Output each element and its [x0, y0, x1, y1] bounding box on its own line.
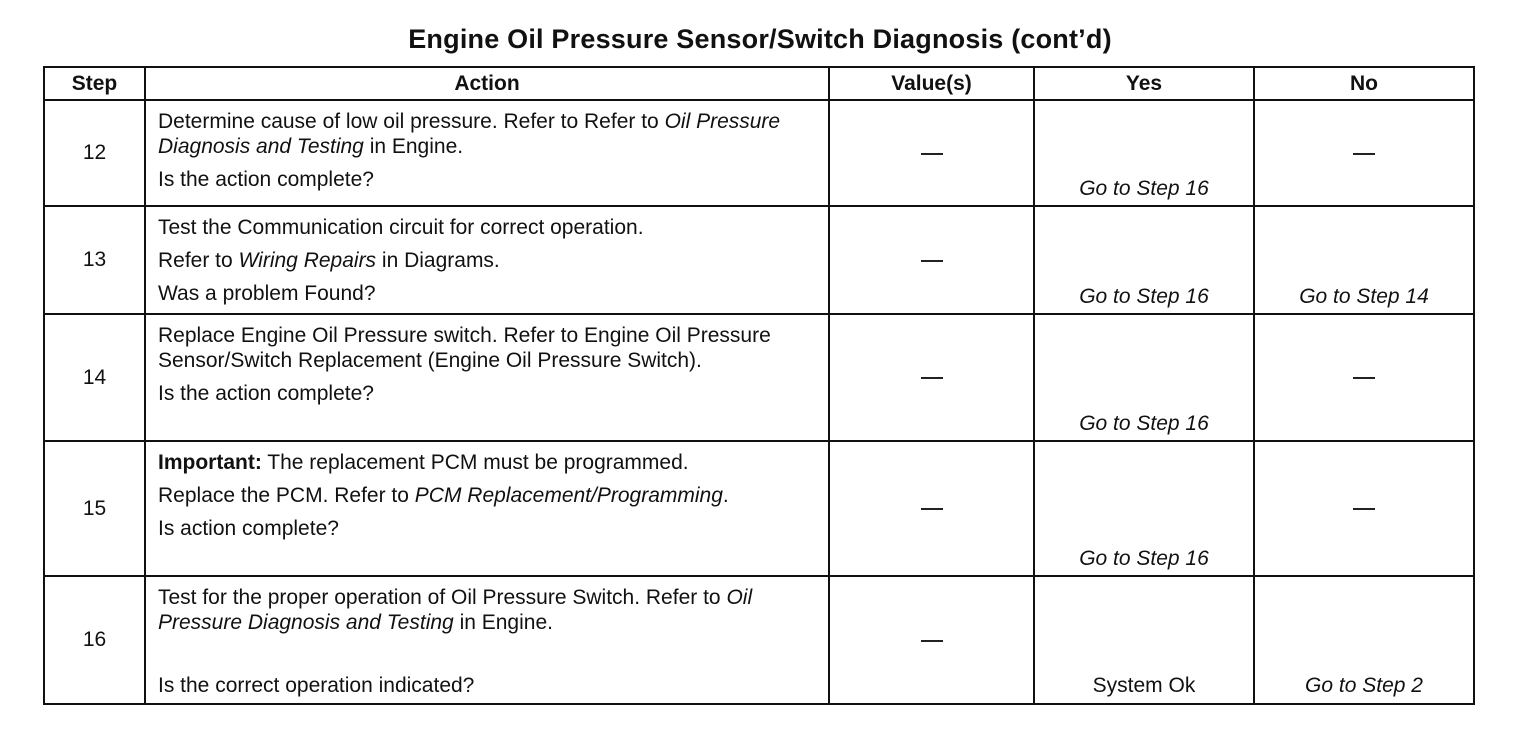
dash-mark	[921, 260, 943, 262]
no-cell	[1254, 314, 1474, 441]
column-header-no: No	[1254, 67, 1474, 100]
no-cell	[1254, 441, 1474, 576]
dash-mark	[1353, 377, 1375, 379]
action-cell	[145, 100, 829, 206]
action-paragraph: Refer to Wiring Repairs in Diagrams.	[158, 249, 500, 273]
value-cell	[829, 100, 1034, 206]
action-paragraph: Is the action complete?	[158, 382, 374, 406]
action-paragraph: Replace Engine Oil Pressure switch. Refer to Engine Oil Pressure Sensor/Switch Replacement (Engine Oil Pressure Switch).	[158, 324, 771, 373]
table-header-row	[44, 67, 1474, 100]
yes-cell: System Ok	[1034, 576, 1254, 704]
yes-cell: Go to Step 16	[1034, 314, 1254, 441]
value-cell	[829, 314, 1034, 441]
dash-mark	[921, 153, 943, 155]
table-row	[44, 100, 1474, 206]
action-paragraph: Is action complete?	[158, 517, 339, 541]
table-row	[44, 441, 1474, 576]
action-cell	[145, 206, 829, 314]
action-paragraph: Replace the PCM. Refer to PCM Replacement/Programming.	[158, 484, 729, 508]
value-cell	[829, 441, 1034, 576]
dash-mark	[921, 377, 943, 379]
yes-cell: Go to Step 16	[1034, 441, 1254, 576]
step-number: 12	[44, 100, 145, 206]
action-paragraph: Determine cause of low oil pressure. Refer to Refer to Oil Pressure Diagnosis and Testing in Engine.	[158, 110, 781, 159]
yes-cell: Go to Step 16	[1034, 100, 1254, 206]
page-title: Engine Oil Pressure Sensor/Switch Diagnosis (cont’d)	[408, 24, 1112, 54]
dash-mark	[1353, 508, 1375, 510]
action-cell	[145, 441, 829, 576]
step-number: 16	[44, 576, 145, 704]
action-cell	[145, 314, 829, 441]
dash-mark	[921, 640, 943, 642]
action-paragraph: Was a problem Found?	[158, 282, 376, 306]
table-row	[44, 576, 1474, 704]
step-number: 13	[44, 206, 145, 314]
column-header-action: Action	[145, 67, 829, 100]
action-paragraph: Test for the proper operation of Oil Pressure Switch. Refer to Oil Pressure Diagnosis and Testing in Engine.	[158, 586, 753, 635]
table-row	[44, 314, 1474, 441]
dash-mark	[1353, 153, 1375, 155]
action-paragraph: Test the Communication circuit for correct operation.	[158, 216, 644, 239]
table-row	[44, 206, 1474, 314]
step-number: 14	[44, 314, 145, 441]
dash-mark	[921, 508, 943, 510]
action-cell	[145, 576, 829, 704]
column-header-step: Step	[44, 67, 145, 100]
column-header-yes: Yes	[1034, 67, 1254, 100]
value-cell	[829, 576, 1034, 704]
value-cell	[829, 206, 1034, 314]
yes-cell: Go to Step 16	[1034, 206, 1254, 314]
action-paragraph: Important: The replacement PCM must be programmed.	[158, 451, 689, 474]
no-cell	[1254, 100, 1474, 206]
action-paragraph: Is the action complete?	[158, 168, 374, 192]
diagnosis-table	[43, 66, 1475, 705]
step-number: 15	[44, 441, 145, 576]
no-cell: Go to Step 14	[1254, 206, 1474, 314]
column-header-values: Value(s)	[829, 67, 1034, 100]
action-paragraph: Is the correct operation indicated?	[158, 674, 475, 698]
no-cell: Go to Step 2	[1254, 576, 1474, 704]
